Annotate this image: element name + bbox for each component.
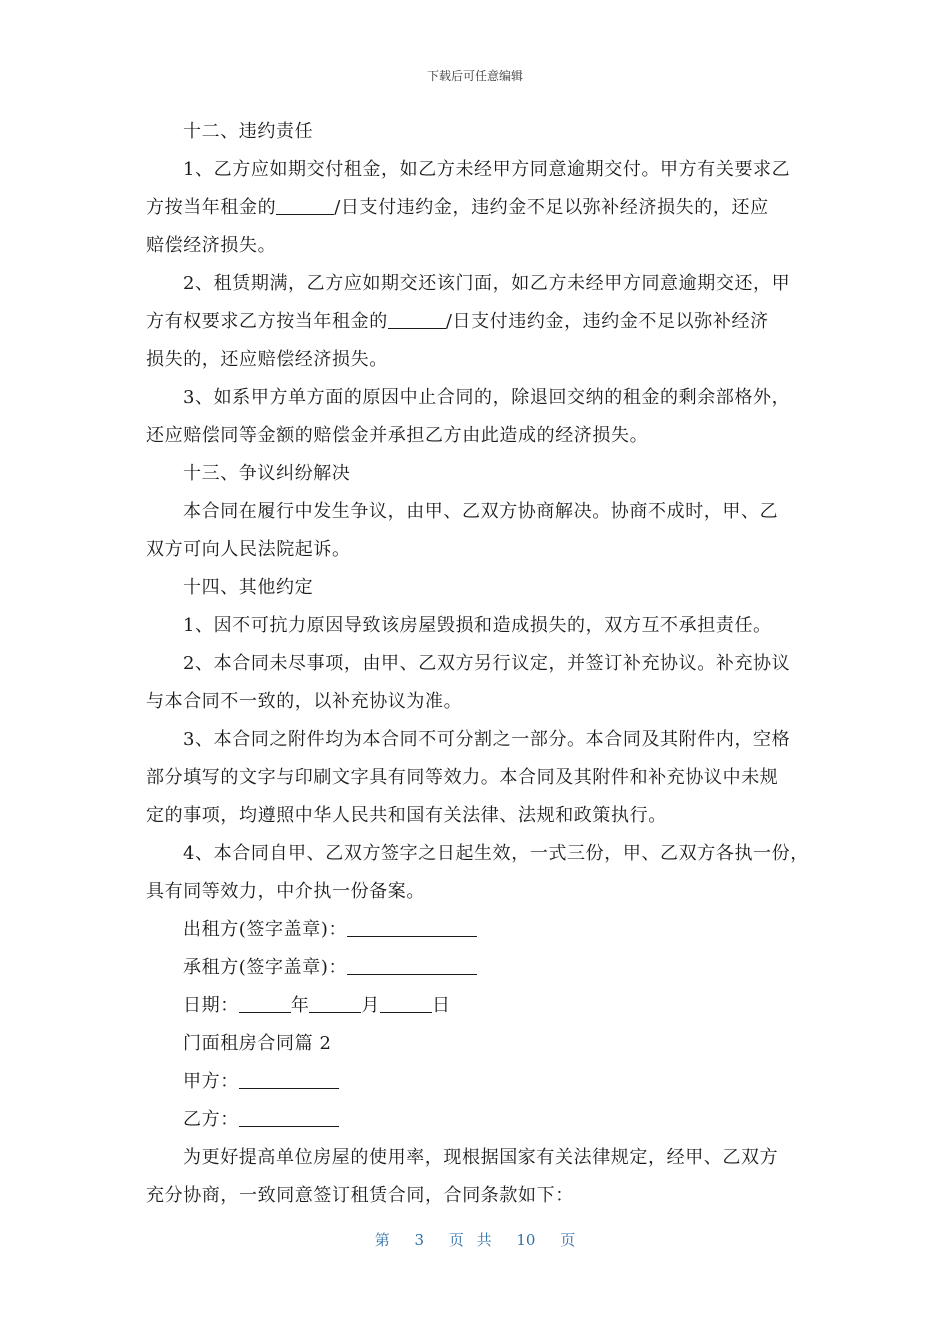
- section-12-title: 十二、违约责任: [183, 121, 314, 142]
- s12-p3-line1: 3、如系甲方单方面的原因中止合同的，除退回交纳的租金的剩余部格外，: [183, 387, 791, 408]
- month-blank: [309, 992, 361, 1013]
- section-13-title: 十三、争议纠纷解决: [183, 463, 351, 484]
- part2-intro-line2: 充分协商，一致同意签订租赁合同，合同条款如下：: [146, 1185, 574, 1206]
- part2-title: 门面租房合同篇 2: [183, 1033, 332, 1054]
- s12-p1-line1: 1、乙方应如期交付租金，如乙方未经甲方同意逾期交付。甲方有关要求乙: [183, 159, 791, 180]
- s14-p3-line3: 定的事项，均遵照中华人民共和国有关法律、法规和政策执行。: [146, 805, 667, 826]
- day-blank: [380, 992, 432, 1013]
- s12-p2-line2-b: /日支付违约金，违约金不足以弥补经济: [445, 311, 769, 332]
- s12-p2-line2: [146, 303, 812, 341]
- s13-p1-line2: 双方可向人民法院起诉。: [146, 539, 351, 560]
- s14-p4-line2: 具有同等效力，中介执一份备案。: [146, 881, 425, 902]
- footer-ye: 页: [560, 1231, 576, 1249]
- footer-di: 第: [374, 1231, 390, 1249]
- page-footer: [0, 1229, 950, 1250]
- s12-p2-line2-a: 方有权要求乙方按当年租金的: [146, 311, 388, 332]
- lessor-label: 出租方(签字盖章)：: [183, 919, 348, 940]
- lessor-signature-row: [146, 911, 812, 949]
- s12-p1-line3: 赔偿经济损失。: [146, 235, 277, 256]
- part2-intro-line1: 为更好提高单位房屋的使用率，现根据国家有关法律规定，经甲、乙双方: [183, 1147, 779, 1168]
- day-label: 日: [432, 995, 451, 1016]
- year-label: 年: [290, 995, 310, 1016]
- s12-p3-line2: 还应赔偿同等金额的赔偿金并承担乙方由此造成的经济损失。: [146, 425, 649, 446]
- party-a-blank: [239, 1068, 339, 1089]
- footer-ye-gong: 页 共: [448, 1231, 492, 1249]
- date-label: 日期：: [183, 995, 239, 1016]
- footer-total-pages: 10: [516, 1231, 536, 1249]
- date-row: [146, 987, 812, 1025]
- s12-p1-line2-b: /日支付违约金，违约金不足以弥补经济损失的，还应: [334, 197, 769, 218]
- s13-p1-line1: 本合同在履行中发生争议，由甲、乙双方协商解决。协商不成时，甲、乙: [183, 501, 779, 522]
- party-b-row: [146, 1101, 812, 1139]
- blank-fill-line: [388, 308, 446, 329]
- s12-p1-line2-a: 方按当年租金的: [146, 197, 277, 218]
- footer-current-page: 3: [414, 1231, 425, 1249]
- party-a-row: [146, 1063, 812, 1101]
- s14-p2-line2: 与本合同不一致的，以补充协议为准。: [146, 691, 463, 712]
- month-label: 月: [361, 995, 381, 1016]
- party-a-label: 甲方：: [183, 1071, 239, 1092]
- s14-p3-line2: 部分填写的文字与印刷文字具有同等效力。本合同及其附件和补充协议中未规: [146, 767, 779, 788]
- lessor-signature-blank: [347, 916, 477, 937]
- s12-p2-line3: 损失的，还应赔偿经济损失。: [146, 349, 388, 370]
- s14-p1-line1: 1、因不可抗力原因导致该房屋毁损和造成损失的，双方互不承担责任。: [183, 615, 772, 636]
- s14-p3-line1: 3、本合同之附件均为本合同不可分割之一部分。本合同及其附件内，空格: [183, 729, 791, 750]
- section-14-title: 十四、其他约定: [183, 577, 314, 598]
- blank-fill-line: [276, 194, 334, 215]
- party-b-label: 乙方：: [183, 1109, 239, 1130]
- lessee-signature-blank: [347, 954, 477, 975]
- lessee-label: 承租方(签字盖章)：: [183, 957, 348, 978]
- party-b-blank: [239, 1106, 339, 1127]
- s14-p2-line1: 2、本合同未尽事项，由甲、乙双方另行议定，并签订补充协议。补充协议: [183, 653, 791, 674]
- s12-p2-line1: 2、租赁期满，乙方应如期交还该门面，如乙方未经甲方同意逾期交还，甲: [183, 273, 791, 294]
- s14-p4-line1: 4、本合同自甲、乙双方签字之日起生效，一式三份，甲、乙双方各执一份，: [183, 843, 809, 864]
- lessee-signature-row: [146, 949, 812, 987]
- year-blank: [239, 992, 291, 1013]
- page-header: 下载后可任意编辑: [426, 69, 523, 83]
- s12-p1-line2: [146, 189, 812, 227]
- document-body: [146, 113, 812, 1215]
